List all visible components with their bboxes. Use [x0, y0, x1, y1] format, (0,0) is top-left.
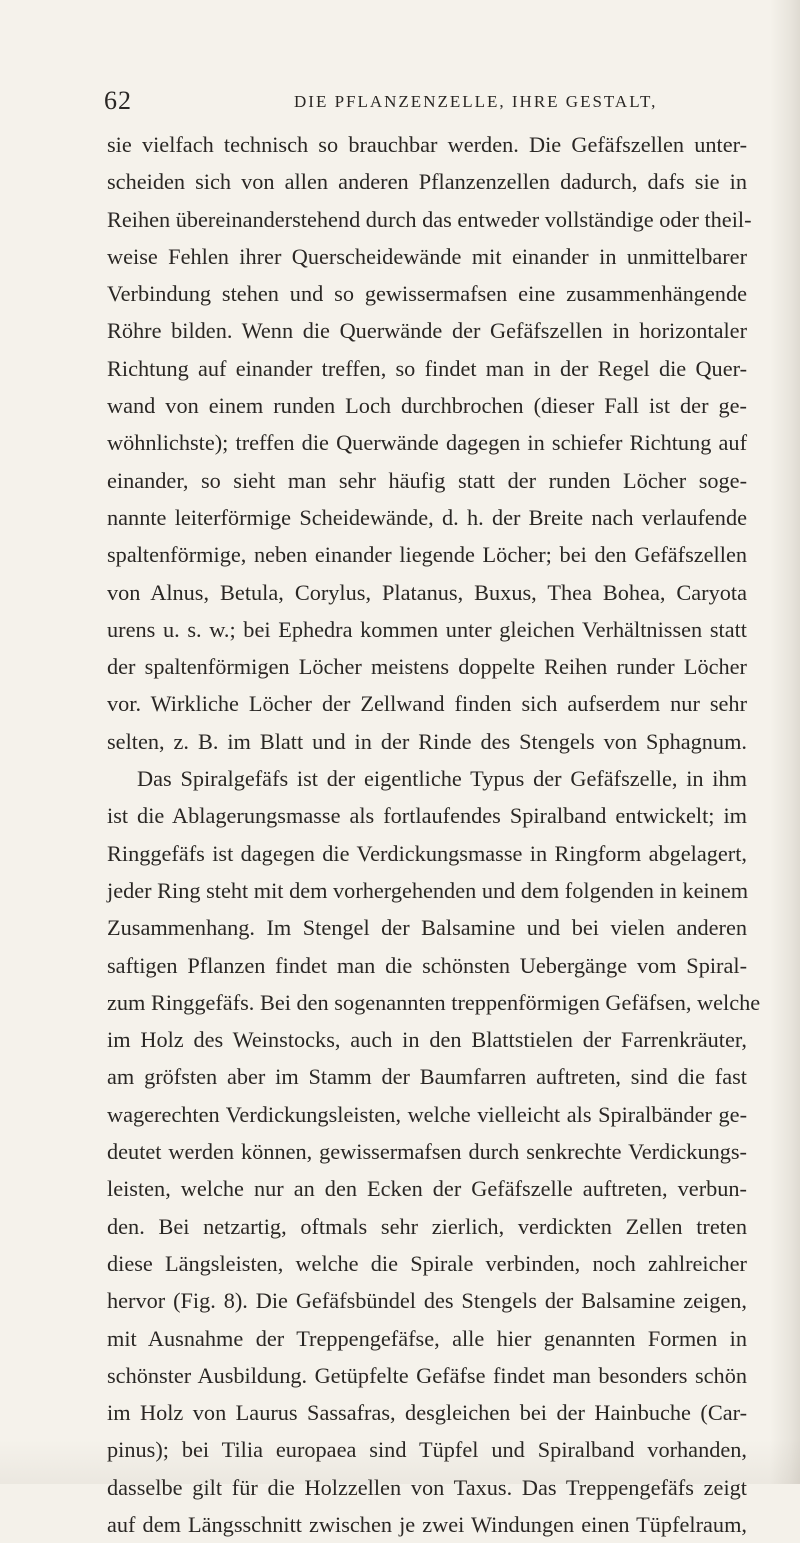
- text-line: im Holz des Weinstocks, auch in den Blattstielen der Farrenkräuter,: [107, 1027, 747, 1053]
- text-line: einander, so sieht man sehr häufig statt der runden Löcher soge-: [107, 467, 747, 493]
- text-line: wand von einem runden Loch durchbrochen (dieser Fall ist der ge-: [107, 393, 747, 419]
- text-line: pinus); bei Tilia europaea sind Tüpfel und Spiralband vorhanden,: [107, 1437, 747, 1463]
- text-line: ist die Ablagerungsmasse als fortlaufendes Spiralband entwickelt; im: [107, 803, 747, 829]
- text-line: Das Spiralgefäfs ist der eigentliche Typus der Gefäfszelle, in ihm: [137, 766, 747, 792]
- text-line: sie vielfach technisch so brauchbar werden. Die Gefäfszellen unter-: [107, 132, 747, 157]
- page-header: [104, 86, 744, 126]
- text-line: Zusammenhang. Im Stengel der Balsamine und bei vielen anderen: [107, 915, 747, 941]
- text-line: weise Fehlen ihrer Querscheidewände mit einander in unmittelbarer: [107, 243, 747, 269]
- text-line: hervor (Fig. 8). Die Gefäfsbündel des Stengels der Balsamine zeigen,: [107, 1288, 747, 1314]
- text-line: scheiden sich von allen anderen Pflanzenzellen dadurch, dafs sie in: [107, 169, 747, 195]
- text-line: urens u. s. w.; bei Ephedra kommen unter gleichen Verhältnissen statt: [107, 616, 747, 642]
- text-line: auf dem Längsschnitt zwischen je zwei Windungen einen Tüpfelraum,: [107, 1511, 747, 1537]
- text-line: vor. Wirkliche Löcher der Zellwand finden sich aufserdem nur sehr: [107, 691, 747, 717]
- text-line: leisten, welche nur an den Ecken der Gefäfszelle auftreten, verbun-: [107, 1176, 747, 1202]
- text-line: nannte leiterförmige Scheidewände, d. h. der Breite nach verlaufende: [107, 504, 747, 530]
- text-line: wagerechten Verdickungsleisten, welche vielleicht als Spiralbänder ge-: [107, 1101, 747, 1127]
- text-line: jeder Ring steht mit dem vorhergehenden und dem folgenden in keinem: [107, 877, 749, 903]
- page-number: 62: [104, 86, 132, 115]
- text-line: diese Längsleisten, welche die Spirale verbinden, noch zahlreicher: [107, 1250, 747, 1276]
- text-line: selten, z. B. im Blatt und in der Rinde des Stengels von Sphagnum.: [107, 728, 747, 754]
- text-line: zum Ringgefäfs. Bei den sogenannten treppenförmigen Gefäfsen, welche: [107, 989, 761, 1015]
- text-line: Richtung auf einander treffen, so findet man in der Regel die Quer-: [107, 355, 747, 381]
- running-head: DIE PFLANZENZELLE, IHRE GESTALT,: [294, 92, 658, 111]
- text-line: mit Ausnahme der Treppengefäfse, alle hier genannten Formen in: [107, 1325, 747, 1351]
- text-line: Verbindung stehen und so gewissermafsen eine zusammenhängende: [107, 281, 747, 307]
- text-line: deutet werden können, gewissermafsen durch senkrechte Verdickungs-: [107, 1139, 747, 1165]
- text-line: von Alnus, Betula, Corylus, Platanus, Buxus, Thea Bohea, Caryota: [107, 579, 747, 605]
- text-line: schönster Ausbildung. Getüpfelte Gefäfse findet man besonders schön: [107, 1362, 747, 1388]
- text-line: im Holz von Laurus Sassafras, desgleichen bei der Hainbuche (Car-: [107, 1400, 747, 1426]
- text-line: der spaltenförmigen Löcher meistens doppelte Reihen runder Löcher: [107, 654, 747, 680]
- text-line: am gröfsten aber im Stamm der Baumfarren auftreten, sind die fast: [107, 1064, 747, 1090]
- text-line: Ringgefäfs ist dagegen die Verdickungsmasse in Ringform abgelagert,: [107, 840, 747, 866]
- text-line: Reihen übereinanderstehend durch das entweder vollständige oder theil-: [107, 206, 752, 232]
- text-line: saftigen Pflanzen findet man die schönsten Uebergänge vom Spiral-: [107, 952, 747, 978]
- text-line: Röhre bilden. Wenn die Querwände der Gefäfszellen in horizontaler: [107, 318, 747, 344]
- text-line: spaltenförmige, neben einander liegende Löcher; bei den Gefäfszellen: [107, 542, 747, 568]
- text-line: dasselbe gilt für die Holzzellen von Taxus. Das Treppengefäfs zeigt: [107, 1474, 747, 1500]
- body-text: [107, 126, 761, 1543]
- text-line: wöhnlichste); treffen die Querwände dagegen in schiefer Richtung auf: [107, 430, 747, 456]
- text-line: den. Bei netzartig, oftmals sehr zierlich, verdickten Zellen treten: [107, 1213, 747, 1239]
